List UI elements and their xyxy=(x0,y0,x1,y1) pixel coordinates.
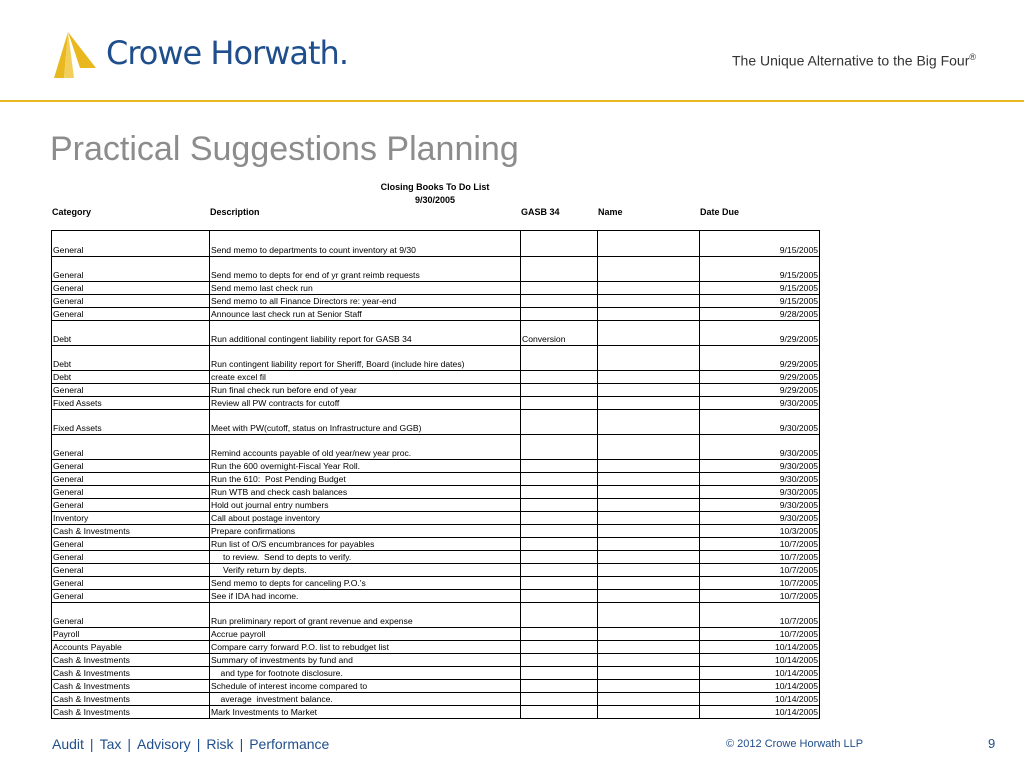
footer-link-tax[interactable]: Tax xyxy=(99,736,122,752)
column-header-description: Description xyxy=(210,207,260,217)
cell-category: General xyxy=(52,538,210,551)
table-row xyxy=(52,371,820,384)
cell-category: Fixed Assets xyxy=(52,397,210,410)
cell-name xyxy=(598,410,700,435)
cell-date-due: 10/3/2005 xyxy=(700,525,820,538)
cell-gasb xyxy=(521,680,598,693)
cell-gasb xyxy=(521,499,598,512)
cell-date-due: 9/29/2005 xyxy=(700,321,820,346)
cell-gasb xyxy=(521,397,598,410)
cell-gasb xyxy=(521,410,598,435)
cell-date-due: 10/14/2005 xyxy=(700,654,820,667)
table-row xyxy=(52,538,820,551)
footer-separator: | xyxy=(196,736,201,752)
cell-description: to review. Send to depts to verify. xyxy=(210,551,521,564)
table-row xyxy=(52,525,820,538)
cell-name xyxy=(598,706,700,719)
table-row xyxy=(52,693,820,706)
cell-date-due: 10/7/2005 xyxy=(700,628,820,641)
cell-date-due: 10/14/2005 xyxy=(700,693,820,706)
cell-date-due: 9/28/2005 xyxy=(700,308,820,321)
cell-date-due: 10/7/2005 xyxy=(700,603,820,628)
table-row xyxy=(52,321,820,346)
cell-gasb xyxy=(521,654,598,667)
cell-gasb xyxy=(521,512,598,525)
cell-date-due: 9/15/2005 xyxy=(700,282,820,295)
cell-category: Cash & Investments xyxy=(52,667,210,680)
cell-gasb xyxy=(521,308,598,321)
cell-description: Compare carry forward P.O. list to rebudget list xyxy=(210,641,521,654)
cell-name xyxy=(598,641,700,654)
cell-gasb xyxy=(521,628,598,641)
cell-name xyxy=(598,525,700,538)
cell-date-due: 9/29/2005 xyxy=(700,346,820,371)
cell-description: Run list of O/S encumbrances for payables xyxy=(210,538,521,551)
cell-name xyxy=(598,693,700,706)
table-row xyxy=(52,564,820,577)
cell-date-due: 9/30/2005 xyxy=(700,486,820,499)
cell-category: General xyxy=(52,577,210,590)
cell-description: Call about postage inventory xyxy=(210,512,521,525)
cell-description: Run final check run before end of year xyxy=(210,384,521,397)
footer-separator: | xyxy=(127,736,131,752)
cell-name xyxy=(598,577,700,590)
cell-description: See if IDA had income. xyxy=(210,590,521,603)
cell-name xyxy=(598,346,700,371)
column-header-name: Name xyxy=(598,207,623,217)
cell-description: Summary of investments by fund and xyxy=(210,654,521,667)
column-header-gasb: GASB 34 xyxy=(521,207,560,217)
cell-category: General xyxy=(52,308,210,321)
footer-link-performance[interactable]: Performance xyxy=(249,736,330,752)
cell-category: General xyxy=(52,499,210,512)
cell-date-due: 9/15/2005 xyxy=(700,295,820,308)
cell-name xyxy=(598,551,700,564)
table-row xyxy=(52,410,820,435)
cell-gasb xyxy=(521,564,598,577)
cell-category: General xyxy=(52,603,210,628)
cell-description: Send memo last check run xyxy=(210,282,521,295)
table-row xyxy=(52,460,820,473)
table-row xyxy=(52,590,820,603)
table-row xyxy=(52,231,820,257)
table-row xyxy=(52,577,820,590)
cell-description: Send memo to depts for canceling P.O.'s xyxy=(210,577,521,590)
cell-gasb xyxy=(521,603,598,628)
cell-category: Debt xyxy=(52,346,210,371)
table-row xyxy=(52,603,820,628)
cell-name xyxy=(598,628,700,641)
cell-gasb xyxy=(521,525,598,538)
cell-category: Debt xyxy=(52,371,210,384)
column-header-category: Category xyxy=(52,207,92,217)
cell-category: General xyxy=(52,231,210,257)
cell-category: Cash & Investments xyxy=(52,525,210,538)
table-row xyxy=(52,654,820,667)
cell-date-due: 9/30/2005 xyxy=(700,499,820,512)
cell-gasb xyxy=(521,538,598,551)
cell-date-due: 10/7/2005 xyxy=(700,577,820,590)
cell-gasb xyxy=(521,473,598,486)
table-row xyxy=(52,295,820,308)
cell-category: General xyxy=(52,486,210,499)
logo-mark-icon xyxy=(50,30,100,78)
cell-description: Announce last check run at Senior Staff xyxy=(210,308,521,321)
cell-category: General xyxy=(52,257,210,282)
sheet-date: 9/30/2005 xyxy=(414,195,456,205)
table-row xyxy=(52,473,820,486)
cell-description: Run contingent liability report for Sheriff, Board (include hire dates) xyxy=(210,346,521,371)
cell-description: Send memo to depts for end of yr grant reimb requests xyxy=(210,257,521,282)
table-row xyxy=(52,512,820,525)
cell-gasb xyxy=(521,486,598,499)
header-divider xyxy=(0,100,1024,102)
cell-date-due: 10/14/2005 xyxy=(700,680,820,693)
cell-date-due: 9/30/2005 xyxy=(700,410,820,435)
table-row xyxy=(52,641,820,654)
cell-gasb xyxy=(521,590,598,603)
cell-description: Review all PW contracts for cutoff xyxy=(210,397,521,410)
cell-gasb xyxy=(521,641,598,654)
footer-separator: | xyxy=(239,736,244,752)
cell-gasb xyxy=(521,231,598,257)
footer-link-advisory[interactable]: Advisory xyxy=(137,736,191,752)
cell-category: General xyxy=(52,551,210,564)
cell-description: Run additional contingent liability report for GASB 34 xyxy=(210,321,521,346)
cell-date-due: 10/7/2005 xyxy=(700,551,820,564)
cell-category: General xyxy=(52,384,210,397)
cell-gasb xyxy=(521,551,598,564)
table-row xyxy=(52,667,820,680)
cell-category: Cash & Investments xyxy=(52,693,210,706)
cell-description: create excel fil xyxy=(210,371,521,384)
cell-gasb xyxy=(521,371,598,384)
cell-date-due: 10/14/2005 xyxy=(700,706,820,719)
cell-name xyxy=(598,473,700,486)
cell-description: Hold out journal entry numbers xyxy=(210,499,521,512)
cell-gasb xyxy=(521,295,598,308)
table-row xyxy=(52,435,820,460)
cell-name xyxy=(598,282,700,295)
cell-date-due: 10/7/2005 xyxy=(700,564,820,577)
cell-name xyxy=(598,654,700,667)
cell-category: General xyxy=(52,282,210,295)
cell-category: General xyxy=(52,590,210,603)
cell-description: Run the 600 overnight-Fiscal Year Roll. xyxy=(210,460,521,473)
cell-description: Meet with PW(cutoff, status on Infrastructure and GGB) xyxy=(210,410,521,435)
cell-name xyxy=(598,371,700,384)
cell-description: Schedule of interest income compared to xyxy=(210,680,521,693)
cell-name xyxy=(598,435,700,460)
cell-description: Send memo to all Finance Directors re: year-end xyxy=(210,295,521,308)
table-row xyxy=(52,257,820,282)
cell-category: Cash & Investments xyxy=(52,706,210,719)
table-row xyxy=(52,308,820,321)
footer-link-risk[interactable]: Risk xyxy=(206,736,234,752)
cell-category: Payroll xyxy=(52,628,210,641)
cell-category: Cash & Investments xyxy=(52,654,210,667)
cell-name xyxy=(598,603,700,628)
cell-name xyxy=(598,486,700,499)
cell-name xyxy=(598,231,700,257)
cell-category: General xyxy=(52,460,210,473)
cell-category: Fixed Assets xyxy=(52,410,210,435)
cell-name xyxy=(598,397,700,410)
cell-date-due: 10/7/2005 xyxy=(700,590,820,603)
cell-category: General xyxy=(52,435,210,460)
table-row xyxy=(52,384,820,397)
cell-gasb xyxy=(521,667,598,680)
cell-name xyxy=(598,680,700,693)
cell-name xyxy=(598,590,700,603)
cell-date-due: 10/14/2005 xyxy=(700,641,820,654)
cell-description: Run preliminary report of grant revenue and expense xyxy=(210,603,521,628)
cell-description: Verify return by depts. xyxy=(210,564,521,577)
cell-description: Accrue payroll xyxy=(210,628,521,641)
cell-date-due: 9/29/2005 xyxy=(700,371,820,384)
table-row xyxy=(52,551,820,564)
footer-separator: | xyxy=(89,736,94,752)
table-row xyxy=(52,346,820,371)
cell-name xyxy=(598,499,700,512)
cell-description: average investment balance. xyxy=(210,693,521,706)
cell-date-due: 9/15/2005 xyxy=(700,257,820,282)
table-row xyxy=(52,680,820,693)
cell-gasb xyxy=(521,693,598,706)
cell-description: Run WTB and check cash balances xyxy=(210,486,521,499)
cell-name xyxy=(598,564,700,577)
cell-gasb xyxy=(521,346,598,371)
cell-date-due: 10/7/2005 xyxy=(700,538,820,551)
cell-description: Send memo to departments to count inventory at 9/30 xyxy=(210,231,521,257)
page-number: 9 xyxy=(988,736,996,751)
tagline xyxy=(732,52,976,69)
cell-name xyxy=(598,460,700,473)
cell-description: Mark Investments to Market xyxy=(210,706,521,719)
table-row xyxy=(52,706,820,719)
cell-category: Inventory xyxy=(52,512,210,525)
cell-category: Accounts Payable xyxy=(52,641,210,654)
footer-services xyxy=(52,736,329,752)
cell-gasb xyxy=(521,706,598,719)
cell-gasb xyxy=(521,384,598,397)
cell-gasb xyxy=(521,460,598,473)
registered-mark: ® xyxy=(969,52,976,62)
cell-category: General xyxy=(52,295,210,308)
cell-gasb xyxy=(521,435,598,460)
cell-date-due: 10/14/2005 xyxy=(700,667,820,680)
page-title: Practical Suggestions Planning xyxy=(50,130,519,168)
todo-table xyxy=(51,230,820,719)
cell-date-due: 9/29/2005 xyxy=(700,384,820,397)
cell-gasb xyxy=(521,577,598,590)
cell-name xyxy=(598,384,700,397)
cell-date-due: 9/30/2005 xyxy=(700,435,820,460)
cell-category: Cash & Investments xyxy=(52,680,210,693)
cell-name xyxy=(598,308,700,321)
table-row xyxy=(52,397,820,410)
cell-category: Debt xyxy=(52,321,210,346)
cell-description: and type for footnote disclosure. xyxy=(210,667,521,680)
footer-link-audit[interactable]: Audit xyxy=(52,736,84,752)
logo-wordmark: Crowe Horwath. xyxy=(106,34,348,72)
table-row xyxy=(52,628,820,641)
cell-name xyxy=(598,667,700,680)
table-row xyxy=(52,499,820,512)
cell-description: Run the 610: Post Pending Budget xyxy=(210,473,521,486)
tagline-text: The Unique Alternative to the Big Four xyxy=(732,52,970,69)
cell-date-due: 9/30/2005 xyxy=(700,397,820,410)
cell-date-due: 9/30/2005 xyxy=(700,460,820,473)
cell-name xyxy=(598,512,700,525)
cell-category: General xyxy=(52,473,210,486)
cell-description: Prepare confirmations xyxy=(210,525,521,538)
cell-gasb xyxy=(521,257,598,282)
table-row xyxy=(52,486,820,499)
cell-name xyxy=(598,321,700,346)
cell-description: Remind accounts payable of old year/new year proc. xyxy=(210,435,521,460)
cell-gasb xyxy=(521,282,598,295)
cell-date-due: 9/15/2005 xyxy=(700,231,820,257)
cell-category: General xyxy=(52,564,210,577)
cell-name xyxy=(598,295,700,308)
cell-name xyxy=(598,257,700,282)
cell-date-due: 9/30/2005 xyxy=(700,473,820,486)
cell-date-due: 9/30/2005 xyxy=(700,512,820,525)
cell-gasb: Conversion xyxy=(521,321,598,346)
copyright: © 2012 Crowe Horwath LLP xyxy=(726,738,864,750)
cell-name xyxy=(598,538,700,551)
table-row xyxy=(52,282,820,295)
column-header-date-due: Date Due xyxy=(700,207,740,217)
sheet-title: Closing Books To Do List xyxy=(380,182,490,192)
